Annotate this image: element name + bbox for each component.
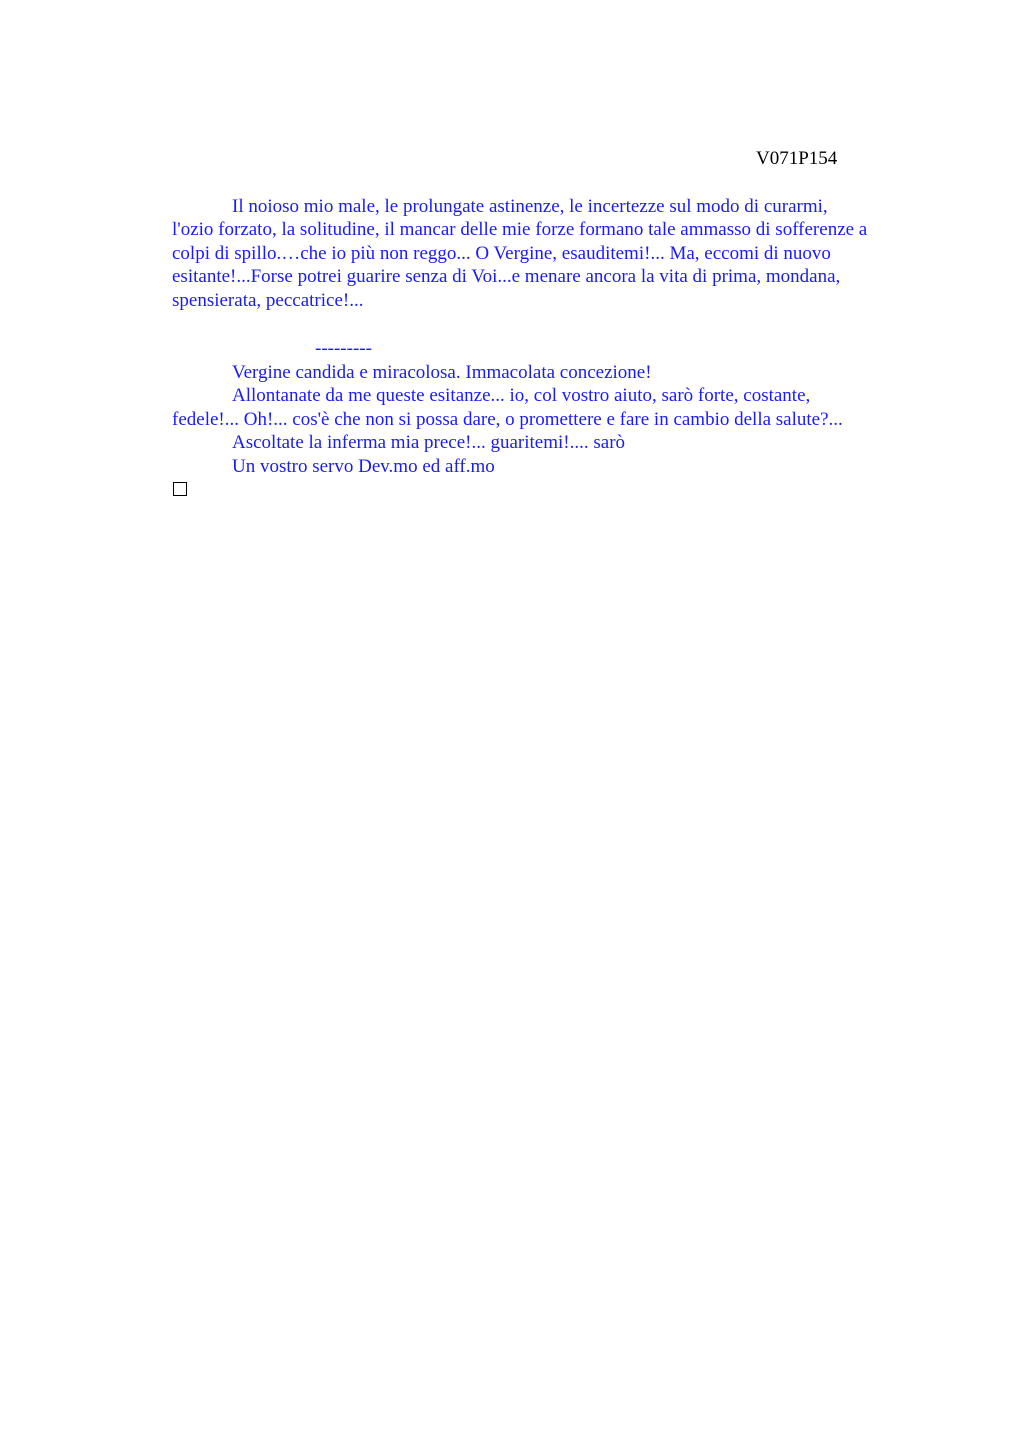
text-line: Ascoltate la inferma mia prece!... guaritemi!.... sarò (232, 432, 626, 454)
empty-square-icon (173, 482, 187, 496)
text-line: esitante!...Forse potrei guarire senza di Voi...e menare ancora la vita di prima, mondana, (172, 266, 841, 288)
text-line: colpi di spillo.…che io più non reggo... O Vergine, esauditemi!... Ma, eccomi di nuovo (172, 242, 831, 264)
text-line: Vergine candida e miracolosa. Immacolata concezione! (232, 362, 652, 383)
text-line: l'ozio forzato, la solitudine, il mancar delle mie forze formano tale ammasso di sofferenze a (172, 219, 868, 241)
text-line: Il noioso mio male, le prolungate astinenze, le incertezze sul modo di curarmi, (232, 196, 828, 217)
text-line: Allontanate da me queste esitanze... io, col vostro aiuto, sarò forte, costante, (232, 385, 811, 407)
document-id: V071P154 (756, 148, 838, 169)
text-line: Un vostro servo Dev.mo ed aff.mo (232, 455, 495, 477)
paragraph-prayer-plea (172, 361, 932, 478)
paragraph-prayer-intro (172, 195, 932, 312)
text-line: spensierata, peccatrice!... (172, 289, 364, 311)
section-separator: --------- (315, 338, 372, 359)
text-line: fedele!... Oh!... cos'è che non si possa dare, o promettere e fare in cambio della salute?... (172, 408, 843, 430)
